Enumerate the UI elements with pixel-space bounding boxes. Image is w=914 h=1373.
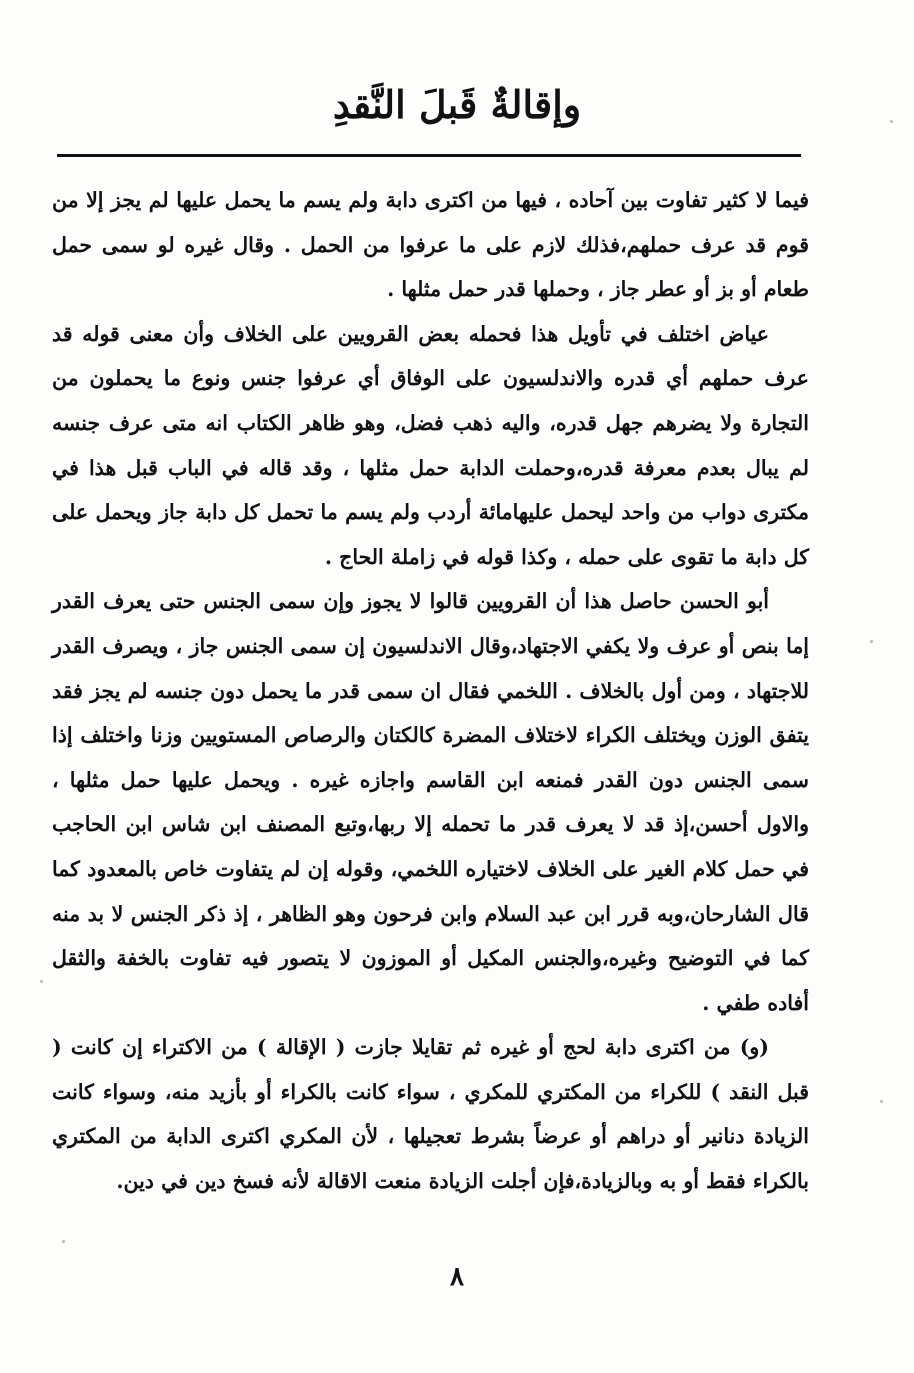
paragraph-3: أبو الحسن حاصل هذا أن القرويين قالوا لا يجوز وإن سمى الجنس حتى يعرف القدر إما بنص أو عرف ولا يكفي الاجتهاد،وقال الاندلسيون إن سمى الجنس جاز ، ويصرف القدر للاجتهاد ، ومن أول بالخلاف . اللخمي فقال ان سمى قدر ما يحمل دون جنسه لم يجز فقد يتفق الوزن ويختلف الكراء لاختلاف المضرة كالكتان والرصاص المستويين وزنا واختلف إذا سمى الجنس دون القدر فمنعه ابن القاسم واجازه غيره . ويحمل عليها حمل مثلها ، والاول أحسن،إذ قد لا يعرف قدر ما تحمله إلا ربها،وتبع المصنف ابن شاس ابن الحاجب في حمل كلام الغير على الخلاف لاختياره اللخمي، وقوله إن لم يتفاوت خاص بالمعدود كما قال الشارحان،وبه قرر ابن عبد السلام وابن فرحون وهو الظاهر ، إذ ذكر الجنس لا بد منه كما في التوضيح وغيره،والجنس المكيل أو الموزون لا يتصور فيه تفاوت بالخفة والثقل أفاده طفي . — [52, 589, 809, 1015]
paragraph-1: فيما لا كثير تفاوت بين آحاده ، فيها من اكترى دابة ولم يسم ما يحمل عليها لم يجز إلا من قوم قد عرف حملهم،فذلك لازم على ما عرفوا من الحمل . وقال غيره لو سمى حمل طعام أو بز أو عطر جاز ، وحملها قدر حمل مثلها . — [52, 188, 809, 302]
paragraph-4: (و) من اكترى دابة لحج أو غيره ثم تقايلا جازت ( الإقالة ) من الاكتراء إن كانت ( قبل النقد ) للكراء من المكتري للمكري ، سواء كانت بالكراء أو بأزيد منه، وسواء كانت الزيادة دنانير أو دراهم أو عرضاً بشرط تعجيلها ، لأن المكري اكترى الدابة من المكتري بالكراء فقط أو به وبالزيادة،فإن أجلت الزيادة منعت الاقالة لأنه فسخ دين في دين. — [52, 1035, 809, 1194]
header-divider — [57, 154, 801, 157]
scan-speck — [880, 1100, 883, 1103]
scan-speck — [62, 1240, 65, 1243]
scan-speck — [870, 640, 873, 643]
scan-speck — [40, 980, 43, 983]
paragraph-2: عياض اختلف في تأويل هذا فحمله بعض القرويين على الخلاف وأن معنى قوله قد عرف حملهم أي قدره والاندلسيون على الوفاق أي عرفوا جنس ونوع ما يحملون من التجارة ولا يضرهم جهل قدره، واليه ذهب فضل، وهو ظاهر الكتاب انه متى عرف جنسه لم يبال بعدم معرفة قدره،وحملت الدابة حمل مثلها ، وقد قاله في الباب قبل هذا في مكترى دواب من واحد ليحمل عليهامائة أردب ولم يسم ما تحمل كل دابة جاز ويحمل على كل دابة ما تقوى على حمله ، وكذا قوله في زاملة الحاج . — [52, 321, 809, 569]
page-title: وإقالةٌ قَبلَ النَّقدِ — [332, 82, 582, 127]
page-number: ٨ — [450, 1262, 464, 1292]
body-text — [52, 178, 809, 1204]
scan-speck — [890, 120, 893, 123]
